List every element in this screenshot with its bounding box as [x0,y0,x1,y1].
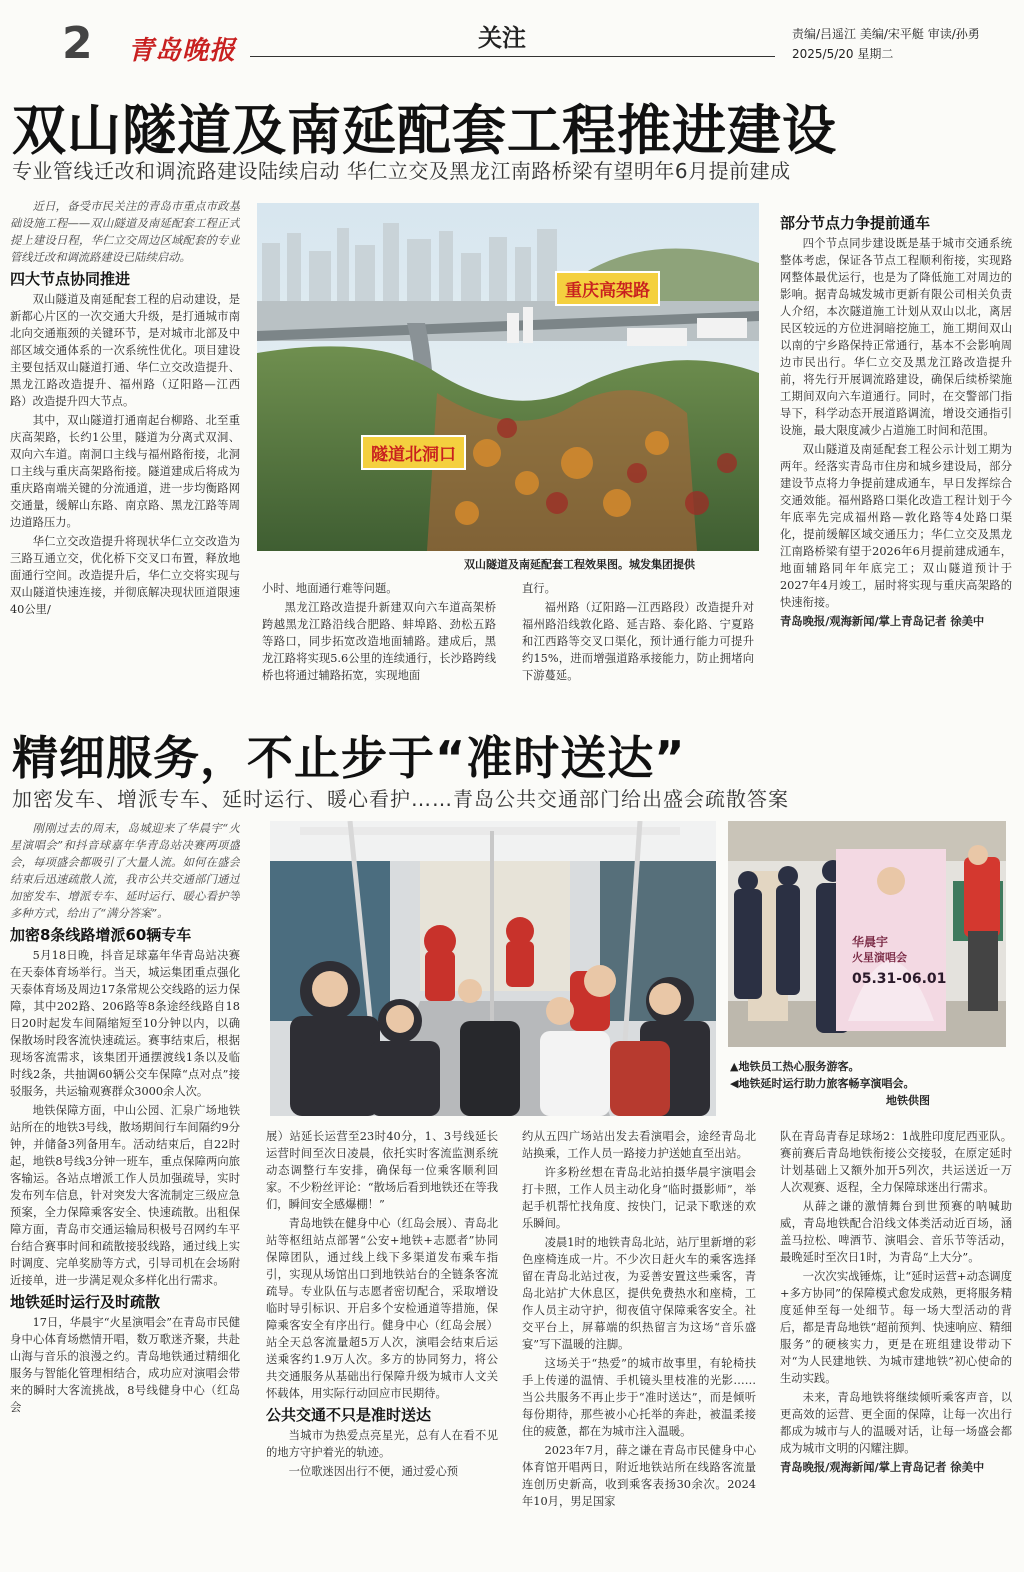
article-1-column-4 [780,212,1012,708]
article-2-photo-captions [730,1058,1010,1109]
paragraph: 5月18日晚，抖音足球嘉年华青岛站决赛在天泰体育场举行。当天，城运集团重点强化天泰体育场及周边17条常规公交线路的运力保障，其中202路、206路等8条途经线路自18日20时起发车间隔缩短至10分钟以内，以确保散场时段客流快速疏运。赛事结束后，根据现场客流需求，该集团开通摆渡线1条以及临时线2条，共抽调60辆公交车保障“点对点”接驳服务，共运输观赛群众3000余人次。 [10,949,240,1098]
editors-line: 责编/吕遥江 美编/宋平艇 审读/孙勇 [792,27,980,41]
paragraph: 双山隧道及南延配套工程的启动建设，是新都心片区的一次交通大升级，是打通城市南北向交通瓶颈的关键环节，是对城市北部及中部区域交通体系的一次系统性优化。项目建设主要包括双山隧道打通、华仁立交改造提升、黑龙江路改造提升、福州路（辽阳路—江西路）改造提升四大节点。 [10,293,240,408]
concert-poster-dates: 05.31-06.01 [852,971,947,987]
photo-credit: 地铁供图 [886,1094,930,1107]
article-2-lead: 刚刚过去的周末，岛城迎来了华晨宇“火星演唱会”和抖音球嘉年华青岛站决赛两项盛会，每项盛会都吸引了大量人流。如何在盛会结束后迅速疏散人流，我市公共交通部门通过加密发车、增派专车、延时运行、暖心看护等多种方式，给出了“满分答案”。 [10,822,240,920]
paragraph: 约从五四广场站出发去看演唱会，途经青岛北站换乘，工作人员一路接力护送她直至出站。 [522,1130,756,1160]
article-1-lead: 近日，备受市民关注的青岛市重点市政基础设施工程——双山隧道及南延配套工程正式提上建设日程，华仁立交周边区域配套的专业管线迁改和调流路建设已陆续启动。 [10,200,240,264]
paragraph: 这场关于“热爱”的城市故事里，有轮椅扶手上传递的温情、手机镜头里枝准的光影……当公共服务不再止步于“准时送达”，而是倾听每份期待，那些被小心托举的奔赴，被温柔接住的疲惫，都在为城市注入温暖。 [522,1357,756,1438]
station-staff-photo [728,821,1006,1047]
paragraph: 许多粉丝想在青岛北站拍摄华晨宇演唱会打卡照，工作人员主动化身“临时摄影师”，举起手机帮忙找角度、按快门，记录下歌迷的欢乐瞬间。 [522,1166,756,1230]
paragraph: 展）站延长运营至23时40分，1、3号线延长运营时间至次日凌晨，依托实时客流监测系统动态调整行车安排，确保每一位乘客顺利回家。不少粉丝评论：“散场后看到地铁还在等我们，瞬间安全感爆棚！” [266,1130,498,1211]
article-2-headline: 精细服务，不止步于“准时送达” [12,731,686,785]
paragraph: 福州路（辽阳路—江西路段）改造提升对福州路沿线敦化路、延吉路、泰化路、宁夏路和江西路等交叉口渠化，预计通行能力可提升约15%，进而增强道路承接能力，防止拥堵向下游蔓延。 [522,601,754,682]
article-2-subhead-3: 公共交通不只是准时送达 [266,1406,432,1424]
photo-label-tunnel-north-portal: 隧道北洞口 [361,435,466,470]
paragraph: 一次次实战锤炼，让“延时运营+动态调度+多方协同”的保障模式愈发成熟，更将服务精度延伸至每一处细节。每一场大型活动的背后，都是青岛地铁“超前预判、快速响应、精细服务”的硬核实力，更是在班组建设带动下对“为人民建地铁、为城市建地铁”初心使命的生动实践。 [780,1270,1012,1385]
concert-poster-artist: 华晨宇 [852,935,889,949]
paragraph: 当城市为热爱点亮星光，总有人在看不见的地方守护着光的轨迹。 [266,1429,498,1459]
article-2-subhead-2: 地铁延时运行及时疏散 [10,1293,161,1311]
editor-credits [792,24,1017,64]
paragraph: 17日，华晨宇“火星演唱会”在青岛市民健身中心体育场燃情开唱，数万歌迷齐聚，共赴山海与音乐的浪漫之约。青岛地铁通过精细化服务与智能化管理相结合，成功应对演唱会带来的瞬时大客流挑战，8号线健身中心（红岛会 [10,1316,240,1414]
header-rule [250,56,775,57]
tunnel-rendering-photo [257,203,759,551]
article-2-column-1 [10,820,240,1568]
paragraph: 队在青岛青春足球场2：1战胜印度尼西亚队。赛前赛后青岛地铁衔接公交接驳，在原定延时计划基础上又额外加开5列次，共运送近一万人次观赛、返程，全力保障球迷出行需求。 [780,1130,1012,1194]
article-2-byline: 青岛晚报/观海新闻/掌上青岛记者 徐美中 [780,1460,985,1474]
paragraph: 直行。 [522,582,556,595]
photo-caption-2: ◀地铁延时运行助力旅客畅享演唱会。 [730,1077,915,1090]
paragraph: 凌晨1时的地铁青岛北站，站厅里新增的彩色座椅连成一片。不少次日赶火车的乘客选择留在青岛北站过夜，为妥善安置这些乘客，青岛北站扩大休息区，提供免费热水和座椅，工作人员主动守护，彻夜值守保障乘客安全。社交平台上，屏幕端的织热留言为这场“音乐盛宴”写下温暖的注脚。 [522,1236,756,1351]
page-number: 2 [62,18,93,69]
article-1-headline: 双山隧道及南延配套工程推进建设 [12,99,837,162]
paragraph: 未来，青岛地铁将继续倾听乘客声音，以更高效的运营、更全面的保障，让每一次出行都成为城市与人的温暖对话，让每一场盛会都成为城市文明的闪耀注脚。 [780,1391,1012,1455]
article-2-column-2 [266,1128,498,1568]
article-2-column-3 [522,1128,756,1568]
article-1-column-2 [262,580,496,708]
paragraph: 从薛之谦的激情舞台到世预赛的呐喊助威，青岛地铁配合沿线文体类活动近百场，涵盖马拉松、啤酒节、演唱会、音乐节等活动，最晚延时至次日1时，为青岛“上大分”。 [780,1200,1012,1264]
paragraph: 黑龙江路改造提升新建双向六车道高架桥跨越黑龙江路沿线合肥路、蚌埠路、劲松五路等路口，同步拓宽改造地面辅路。建成后，黑龙江路将实现5.6公里的连续通行，长沙路跨线桥也将通过辅路拓宽，实现地面 [262,601,496,682]
section-title: 关注 [478,24,526,52]
article-1-subhead-1: 四大节点协同推进 [10,270,131,288]
photo-caption: 双山隧道及南延配套工程效果图。城发集团提供 [464,558,695,571]
article-1-column-1 [10,198,240,708]
article-1-byline: 青岛晚报/观海新闻/掌上青岛记者 徐美中 [780,614,985,628]
subway-car-photo [270,821,716,1116]
article-2-column-4 [780,1128,1012,1568]
photo-label-chongqing-viaduct: 重庆高架路 [555,271,660,306]
article-1-column-3 [522,580,754,708]
paragraph: 一位歌迷因出行不便，通过爱心预 [288,1465,459,1478]
article-1-subheadline: 专业管线迁改和调流路建设陆续启动 华仁立交及黑龙江南路桥梁有望明年6月提前建成 [12,159,791,183]
paragraph: 双山隧道及南延配套工程公示计划工期为两年。经落实青岛市住房和城乡建设局，部分建设节点将力争提前建成通车，早日发挥综合交通效能。福州路路口渠化改造工程计划于今年底率先完成福州路—敦化路等4处路口渠化，提前缓解区域交通压力；华仁立交及黑龙江南路桥梁有望于2026年6月提前建成通车，地面辅路同年年底完工；双山隧道预计于2027年4月竣工，届时将实现与重庆高架路的快速衔接。 [780,443,1012,609]
paragraph: 2023年7月，薛之谦在青岛市民健身中心体育馆开唱两日，附近地铁站所在线路客流量连创历史新高，收到乘客表扬30余次。2024年10月，男足国家 [522,1444,756,1508]
article-2-subheadline: 加密发车、增派专车、延时运行、暖心看护……青岛公共交通部门给出盛会疏散答案 [12,787,789,811]
paragraph: 青岛地铁在健身中心（红岛会展）、青岛北站等枢纽站点部署“公安+地铁+志愿者”协同保障团队，通过线上线下多渠道发布乘车指引，实现从场馆出口到地铁站台的全链条客流疏导。专业队伍与志愿者密切配合，采取增设临时导引标识、开启多个安检通道等措施，保障乘客安全有序出行。健身中心（红岛会展）站全天总客流量超5万人次，演唱会结束后运送乘客约1.9万人次。多方的协同努力，将公共交通服务从基础出行保障升级为城市人文关怀载体，用实际行动回应市民期待。 [266,1217,498,1400]
photo-caption-1: ▲地铁员工热心服务游客。 [730,1060,860,1073]
paragraph: 小时、地面通行难等问题。 [262,582,398,595]
paragraph: 华仁立交改造提升将现状华仁立交改造为三路互通立交，优化桥下交叉口布置，释放地面通行空间。改造提升后，华仁立交将实现与双山隧道快速连接，并彻底解决现状匝道限速40公里/ [10,535,240,616]
article-2-subhead-1: 加密8条线路增派60辆专车 [10,926,192,944]
article-1-subhead-2: 部分节点力争提前通车 [780,214,931,232]
aerial-city-illustration [257,203,759,551]
paragraph: 地铁保障方面，中山公园、汇泉广场地铁站所在的地铁3号线，散场期间行车间隔约9分钟，并储备3列备用车。活动结束后，自22时起，地铁8号线3分钟一班车，重点保障两向旅客输运。各站点增派工作人员加强疏导，实时发布列车信息，针对突发大客流制定三级应急预案，全力保障乘客安全、快速疏散。出租保障方面，青岛市交通运输局积极号召网约车平台结合赛事时间和疏散接驳线路，通过线上实时调度、完单奖励等方式，引导司机在会场附近接单，进一步满足观众多样化出行需求。 [10,1104,240,1287]
paragraph: 其中，双山隧道打通南起台柳路、北至重庆高架路，长约1公里，隧道为分离式双洞、双向六车道。南洞口主线与福州路衔接，北洞口主线与重庆高架路衔接。隧道建成后将成为重庆路南端关键的分流通道，进一步均衡路网交通量，缓解山东路、南京路、黑龙江路等周边道路压力。 [10,414,240,529]
concert-poster-title: 火星演唱会 [852,951,907,964]
subway-passengers-illustration [270,821,716,1116]
paragraph: 四个节点同步建设既是基于城市交通系统整体考虑，保证各节点工程顺利衔接，实现路网整体最优运行，也是为了降低施工对周边的影响。据青岛城发城市更新有限公司相关负责人介绍，本次隧道施工计划从双山以北，离居民区较远的方位进洞暗挖施工，施工期间双山以南的宁乡路保持正常通行，基本不会影响周边市民出行。华仁立交及黑龙江路改造提升前，将先行开展调流路建设，确保后续桥梁施工期间双向六车道通行。同时，在交警部门指导下，科学动态开展道路调流，增设交通指引设施，最大限度减少占道施工时间和范围。 [780,237,1012,437]
issue-date: 2025/5/20 星期二 [792,47,894,61]
newspaper-logo: 青岛晚报 [128,36,237,66]
